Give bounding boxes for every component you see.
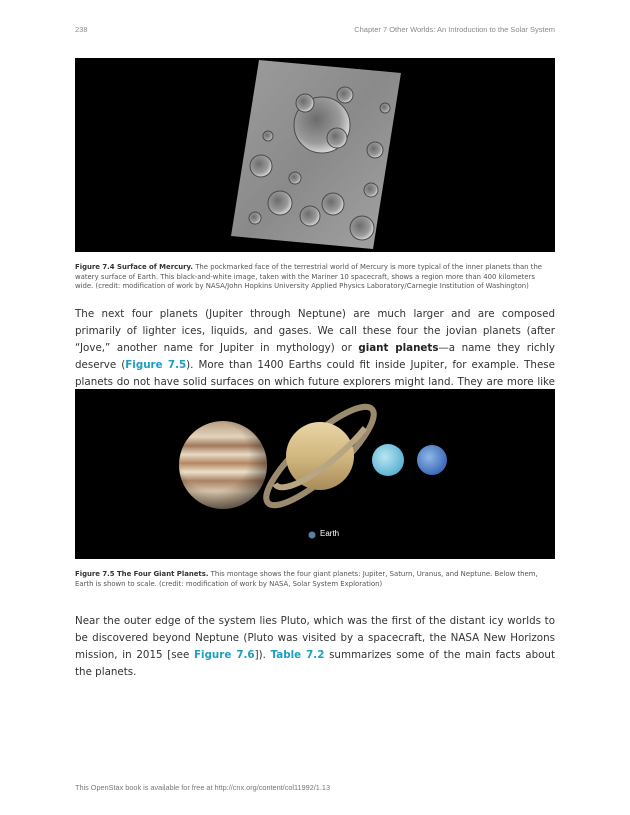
neptune-image <box>417 445 447 475</box>
paragraph-1-text-c: ). More than 1400 Earths could fit inside Jupiter, for example. These planets do not have solid surfaces on which future explorers might land. They are more like <box>75 359 555 388</box>
jupiter-image <box>179 421 267 509</box>
page-number: 238 <box>75 25 88 34</box>
figure-7-6-link[interactable]: Figure 7.6 <box>194 649 255 661</box>
uranus-image <box>372 444 404 476</box>
figure-7-5-link[interactable]: Figure 7.5 <box>125 359 187 371</box>
table-7-2-link[interactable]: Table 7.2 <box>270 649 325 661</box>
figure-7-5-label: Figure 7.5 The Four Giant Planets. <box>75 570 209 578</box>
figure-7-5-caption-text: This montage shows the four giant planets: Jupiter, Saturn, Uranus, and Neptune. Below them, Earth is shown to scale. (credit: modification of work by NASA, Solar System Exploration) <box>75 570 538 588</box>
paragraph-2-text-a: Near the outer edge of the system lies Pluto, which was the first of the distant icy worlds to be discovered beyond Neptune (Pluto was visited by a spacecraft, the NASA New Horizons mission, in 2015 [see <box>75 615 555 661</box>
chapter-header: Chapter 7 Other Worlds: An Introduction to the Solar System <box>354 25 555 34</box>
earth-image <box>309 532 316 539</box>
paragraph-2-text-c: summarizes some of the main facts about the planets. <box>75 649 555 678</box>
giant-planets-figure <box>75 389 555 559</box>
earth-label: Earth <box>320 529 340 538</box>
figure-7-4-caption <box>75 263 555 292</box>
figure-7-4-label: Figure 7.4 Surface of Mercury. <box>75 263 193 271</box>
figure-7-4-caption-text: The pockmarked face of the terrestrial world of Mercury is more typical of the inner planets than the watery surface of Earth. This black-and-white image, taken with the Mariner 10 spacecraft, shows a region more than 400 kilometers wide. (credit: modification of work by NASA/John Hopkins University Applied Physics Laboratory/Carnegie Institution of Washington) <box>75 263 543 291</box>
figure-7-5-caption <box>75 570 555 589</box>
giant-planets-term: giant planets <box>358 342 439 354</box>
paragraph-pluto <box>75 613 555 681</box>
page-footer: This OpenStax book is available for free at http://cnx.org/content/col11992/1.13 <box>75 783 331 792</box>
mercury-figure <box>75 58 555 252</box>
paragraph-1-text-a: The next four planets (Jupiter through Neptune) are much larger and are composed primarily of lighter ices, liquids, and gases. We call these four the jovian planets (after “Jove,” another name for Jupiter in mythology) or <box>75 308 555 354</box>
mercury-surface-image <box>231 60 401 249</box>
paragraph-2-text-b: ]). <box>254 649 271 661</box>
paragraph-1-text-b: —a name they richly deserve ( <box>75 342 556 371</box>
